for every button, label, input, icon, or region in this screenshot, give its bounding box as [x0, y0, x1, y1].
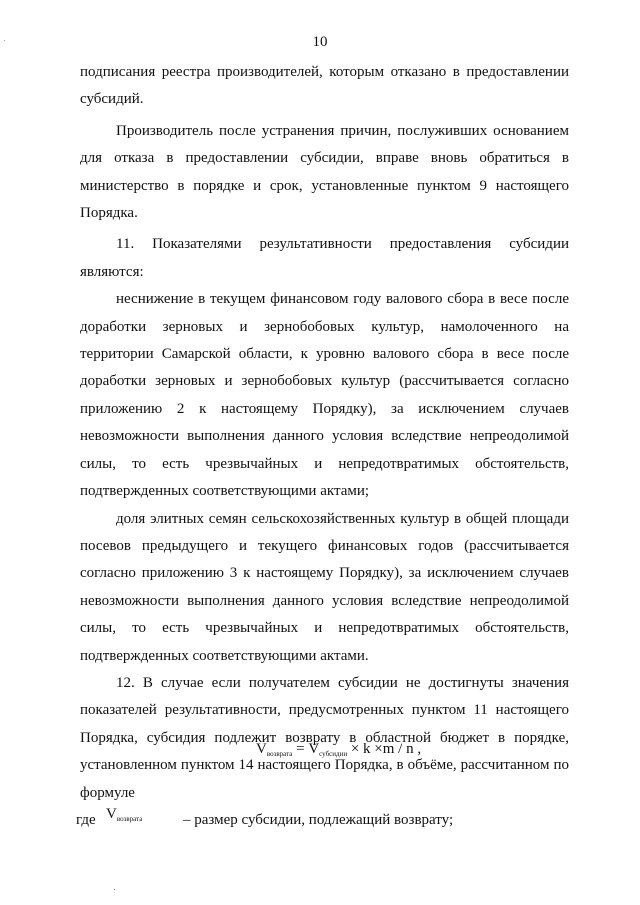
formula-lhs-var: V [256, 741, 267, 757]
where-variable [106, 806, 142, 823]
where-definition [76, 806, 454, 829]
scan-dot-bottom [114, 889, 115, 890]
where-var-sub: возврата [116, 815, 143, 823]
paragraph-12: 12. В случае если получателем субсидии не достигнуты значения показателей результативности, предусмотренных пунктом 11 настоящего Порядка, субсидия подлежит возврату в областной бюджет в порядке, установленном пунктом 14 настоящего Порядка, в объёме, рассчитанном по формуле [80, 674, 569, 801]
paragraph-indicator-harvest: неснижение в текущем финансовом году валового сбора в весе после доработки зерновых и зернобобовых культур, намолоченного на территории Самарской области, к уровню валового сбора в весе после доработки зерновых и зернобобовых культур (рассчитывается согласно приложению 2 к настоящему Порядку), за исключением случаев невозможности выполнения данного условия вследствие непреодолимой силы, то есть чрезвычайных и непредотвратимых обстоятельств, подтвержденных соответствующими актами; [80, 291, 569, 500]
formula-equals: = [292, 741, 309, 757]
paragraph-indicator-elite-seeds: доля элитных семян сельскохозяйственных культур в общей площади посевов предыдущего и текущего финансовых годов (рассчитывается согласно приложению 3 к настоящему Порядку), за исключением случаев невозможности выполнения данного условия вследствие непреодолимой силы, то есть чрезвычайных и непредотвратимых обстоятельств, подтвержденных соответствующими актами. [80, 510, 569, 664]
where-var-symbol: V [106, 806, 117, 822]
paragraph-11-heading: 11. Показателями результативности предоставления субсидии являются: [80, 236, 569, 280]
paragraph-continuation: подписания реестра производителей, которым отказано в предоставлении субсидий. [80, 64, 569, 108]
where-definition-text: – размер субсидии, подлежащий возврату; [183, 812, 454, 828]
page-number: 10 [312, 34, 328, 50]
where-label: где [76, 812, 96, 828]
formula-rest: × k ×m / n , [347, 741, 422, 757]
document-body [80, 59, 569, 807]
paragraph-reapply: Производитель после устранения причин, послуживших основанием для отказа в предоставлении субсидии, вправе вновь обратиться в министерство в порядке и срок, установленные пунктом 9 настоящего Порядка. [80, 122, 569, 222]
formula-lhs-sub: возврата [266, 750, 293, 758]
refund-formula [256, 741, 421, 758]
formula-rhs-var: V [308, 741, 320, 757]
scan-dot-top-left [4, 40, 5, 41]
formula-rhs-sub: субсидии [319, 750, 348, 758]
